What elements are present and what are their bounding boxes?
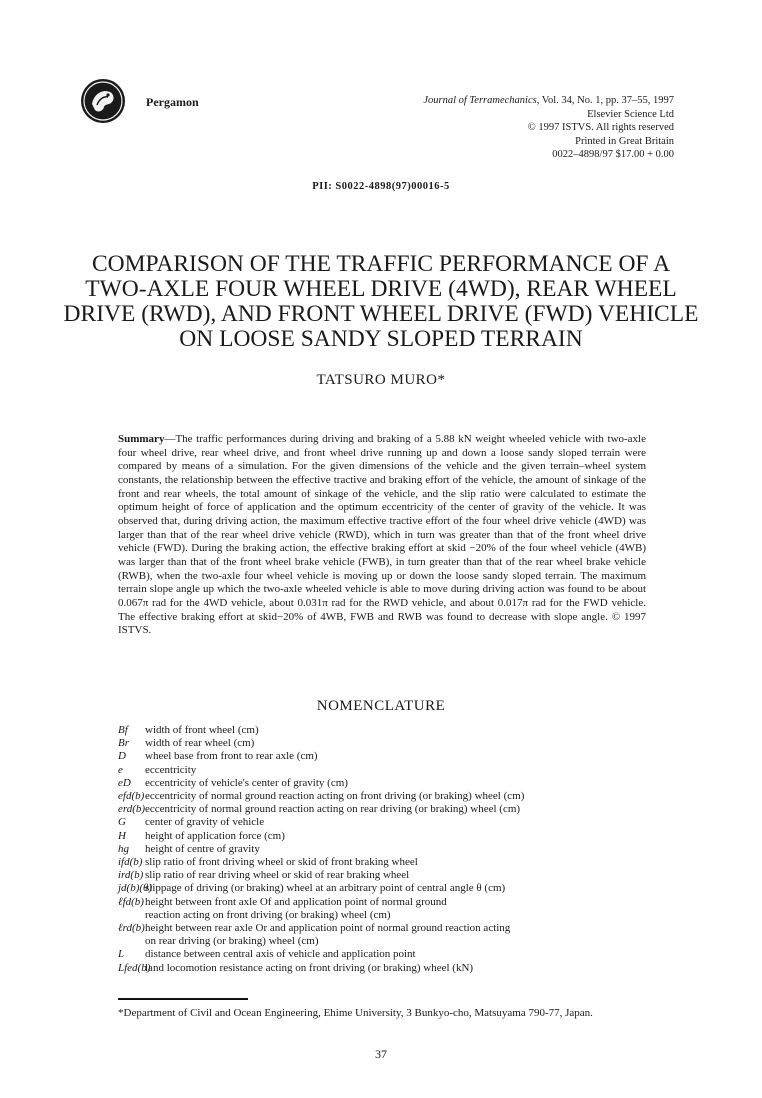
copyright-line: © 1997 ISTVS. All rights reserved (527, 122, 674, 133)
nomenclature-entry (118, 830, 658, 843)
printed-line: Printed in Great Britain (575, 135, 674, 147)
nomenclature-description-line: eccentricity (145, 763, 197, 776)
nomenclature-entry (118, 724, 658, 737)
nomenclature-entry (118, 777, 658, 790)
nomenclature-entry (118, 750, 658, 763)
journal-name: Journal of Terramechanics (423, 95, 537, 106)
nomenclature-description-line: width of front wheel (cm) (145, 724, 259, 736)
summary-label: Summary (118, 433, 165, 445)
footnote-rule (118, 998, 248, 1000)
nomenclature-description-line: slippage of driving (or braking) wheel at an arbitrary point of central angle θ (cm) (145, 882, 506, 895)
nomenclature-description (145, 750, 658, 763)
nomenclature-description (145, 922, 658, 948)
price-line: 0022–4898/97 $17.00 + 0.00 (552, 149, 674, 160)
nomenclature-description (145, 856, 658, 869)
author-name: TATSURO MURO* (316, 372, 446, 388)
summary-text: —The traffic performances during driving and braking of a 5.88 kN weight wheeled vehicle with two-axle four wheel drive, rear wheel drive, and front wheel drive running up and down a loose sandy sloped terrain were compared by means of a simulation. For the given dimensions of the vehicle and the given terrain–wheel system constants, the relationship between the effective tractive and braking effort of the vehicle, the amount of sinkage of the front and rear wheels, the total amount of sinkage of the vehicle, and the slip ratio were calculated to estimate the optimum height of force of application and the optimum eccentricity of the center of gravity of the vehicle. It was observed that, during driving action, the maximum effective tractive effort of the four wheel drive vehicle (4WD) was larger than that of the rear wheel drive vehicle (RWD), which in turn was greater than that of the front wheel drive vehicle (FWD). During the braking action, the effective braking effort at skid −20% of the four wheel vehicle (4WB) was larger than that of the front wheel brake vehicle (FWB), in turn greater than that of the rear wheel brake vehicle (RWB), when the two-axle four wheel vehicle is moving up or down the loose sandy sloped terrain. The maximum terrain slope angle up which the two-axle wheeled vehicle is able to move during driving action was found to be about 0.067π rad for the 4WD vehicle, about 0.031π rad for the RWD vehicle, and about 0.017π rad for the FWD vehicle. The effective braking effort at skid−20% of 4WB, FWB and RWB was found to decrease with slope angle. © 1997 ISTVS. (118, 433, 646, 637)
nomenclature-entry (118, 882, 658, 895)
nomenclature-symbol: e (118, 763, 123, 776)
journal-citation (423, 94, 674, 108)
nomenclature-entry (118, 764, 658, 777)
nomenclature-description (145, 777, 658, 790)
nomenclature-entry (118, 869, 658, 882)
nomenclature-symbol: L (118, 948, 125, 961)
nomenclature-description-line: slip ratio of rear driving wheel or skid of rear braking wheel (145, 869, 410, 882)
publisher-name: Pergamon (146, 95, 199, 109)
nomenclature-description-line: wheel base from front to rear axle (cm) (145, 750, 318, 763)
nomenclature-description-line: on rear driving (or braking) wheel (cm) (145, 935, 319, 948)
nomenclature-symbol: ℓrd(b) (118, 922, 145, 935)
pergamon-logo (80, 78, 126, 124)
summary-abstract (118, 433, 646, 638)
nomenclature-symbol: erd(b) (118, 803, 146, 816)
nomenclature-description-line: height between rear axle Or and application point of normal ground reaction acting (145, 922, 511, 935)
nomenclature-description-line: eccentricity of normal ground reaction acting on rear driving (or braking) wheel (cm) (145, 803, 521, 816)
nomenclature-entry (118, 816, 658, 829)
nomenclature-description-line: reaction acting on front driving (or braking) wheel (cm) (145, 908, 391, 921)
publisher-line: Elsevier Science Ltd (587, 108, 674, 120)
nomenclature-entry (118, 962, 658, 975)
nomenclature-symbol: jd(b)(θ) (118, 882, 153, 895)
nomenclature-description (145, 790, 658, 803)
nomenclature-description-line: distance between central axis of vehicle and application point (145, 948, 416, 961)
nomenclature-description-line: height of centre of gravity (145, 842, 260, 855)
nomenclature-description (145, 803, 658, 816)
nomenclature-symbol: ird(b) (118, 869, 144, 882)
nomenclature-symbol: Bf (118, 724, 128, 736)
nomenclature-description-line: center of gravity of vehicle (145, 816, 265, 829)
nomenclature-symbol: Lfed(b) (118, 961, 151, 974)
page-number: 37 (375, 1047, 387, 1061)
nomenclature-symbol: ℓfd(b) (118, 895, 144, 908)
journal-details: , Vol. 34, No. 1, pp. 37–55, 1997 (536, 95, 674, 106)
nomenclature-description (145, 737, 658, 750)
nomenclature-description (145, 962, 658, 975)
nomenclature-description-line: eccentricity of vehicle's center of gravity (cm) (145, 776, 348, 789)
nomenclature-description-line: width of rear wheel (cm) (145, 737, 255, 750)
nomenclature-symbol: D (118, 750, 126, 763)
nomenclature-description (145, 896, 658, 922)
nomenclature-list (118, 724, 658, 975)
publication-info (423, 94, 674, 162)
nomenclature-entry (118, 922, 658, 948)
nomenclature-entry (118, 856, 658, 869)
nomenclature-symbol: eD (118, 776, 131, 789)
nomenclature-description-line: height between front axle Of and application point of normal ground (145, 895, 447, 908)
nomenclature-description (145, 843, 658, 856)
nomenclature-description-line: eccentricity of normal ground reaction acting on front driving (or braking) wheel (cm) (145, 790, 525, 803)
nomenclature-entry (118, 843, 658, 856)
author-affiliation-footnote: *Department of Civil and Ocean Engineering, Ehime University, 3 Bunkyo-cho, Matsuyama 790-77, Japan. (118, 1007, 593, 1019)
nomenclature-symbol: hg (118, 842, 129, 855)
nomenclature-description (145, 816, 658, 829)
nomenclature-entry (118, 737, 658, 750)
nomenclature-description (145, 882, 658, 895)
nomenclature-entry (118, 790, 658, 803)
nomenclature-entry (118, 948, 658, 961)
nomenclature-description (145, 869, 658, 882)
nomenclature-symbol: G (118, 816, 126, 829)
nomenclature-description-line: height of application force (cm) (145, 829, 285, 842)
nomenclature-description (145, 724, 658, 737)
nomenclature-description (145, 764, 658, 777)
nomenclature-symbol: H (118, 829, 126, 842)
nomenclature-description (145, 948, 658, 961)
nomenclature-symbol: ifd(b) (118, 856, 143, 869)
nomenclature-description (145, 830, 658, 843)
nomenclature-entry (118, 896, 658, 922)
nomenclature-entry (118, 803, 658, 816)
nomenclature-description-line: slip ratio of front driving wheel or skid of front braking wheel (145, 856, 418, 869)
nomenclature-symbol: Br (118, 737, 129, 750)
nomenclature-symbol: efd(b) (118, 790, 145, 803)
nomenclature-heading: NOMENCLATURE (316, 698, 446, 714)
pii-identifier: PII: S0022-4898(97)00016-5 (312, 181, 450, 192)
paper-title: COMPARISON OF THE TRAFFIC PERFORMANCE OF A TWO-AXLE FOUR WHEEL DRIVE (4WD), REAR WHEEL DRIVE (RWD), AND FRONT WHEEL DRIVE (FWD) VEHICLE ON LOOSE SANDY SLOPED TERRAIN (63, 251, 699, 352)
nomenclature-description-line: land locomotion resistance acting on front driving (or braking) wheel (kN) (145, 961, 474, 974)
